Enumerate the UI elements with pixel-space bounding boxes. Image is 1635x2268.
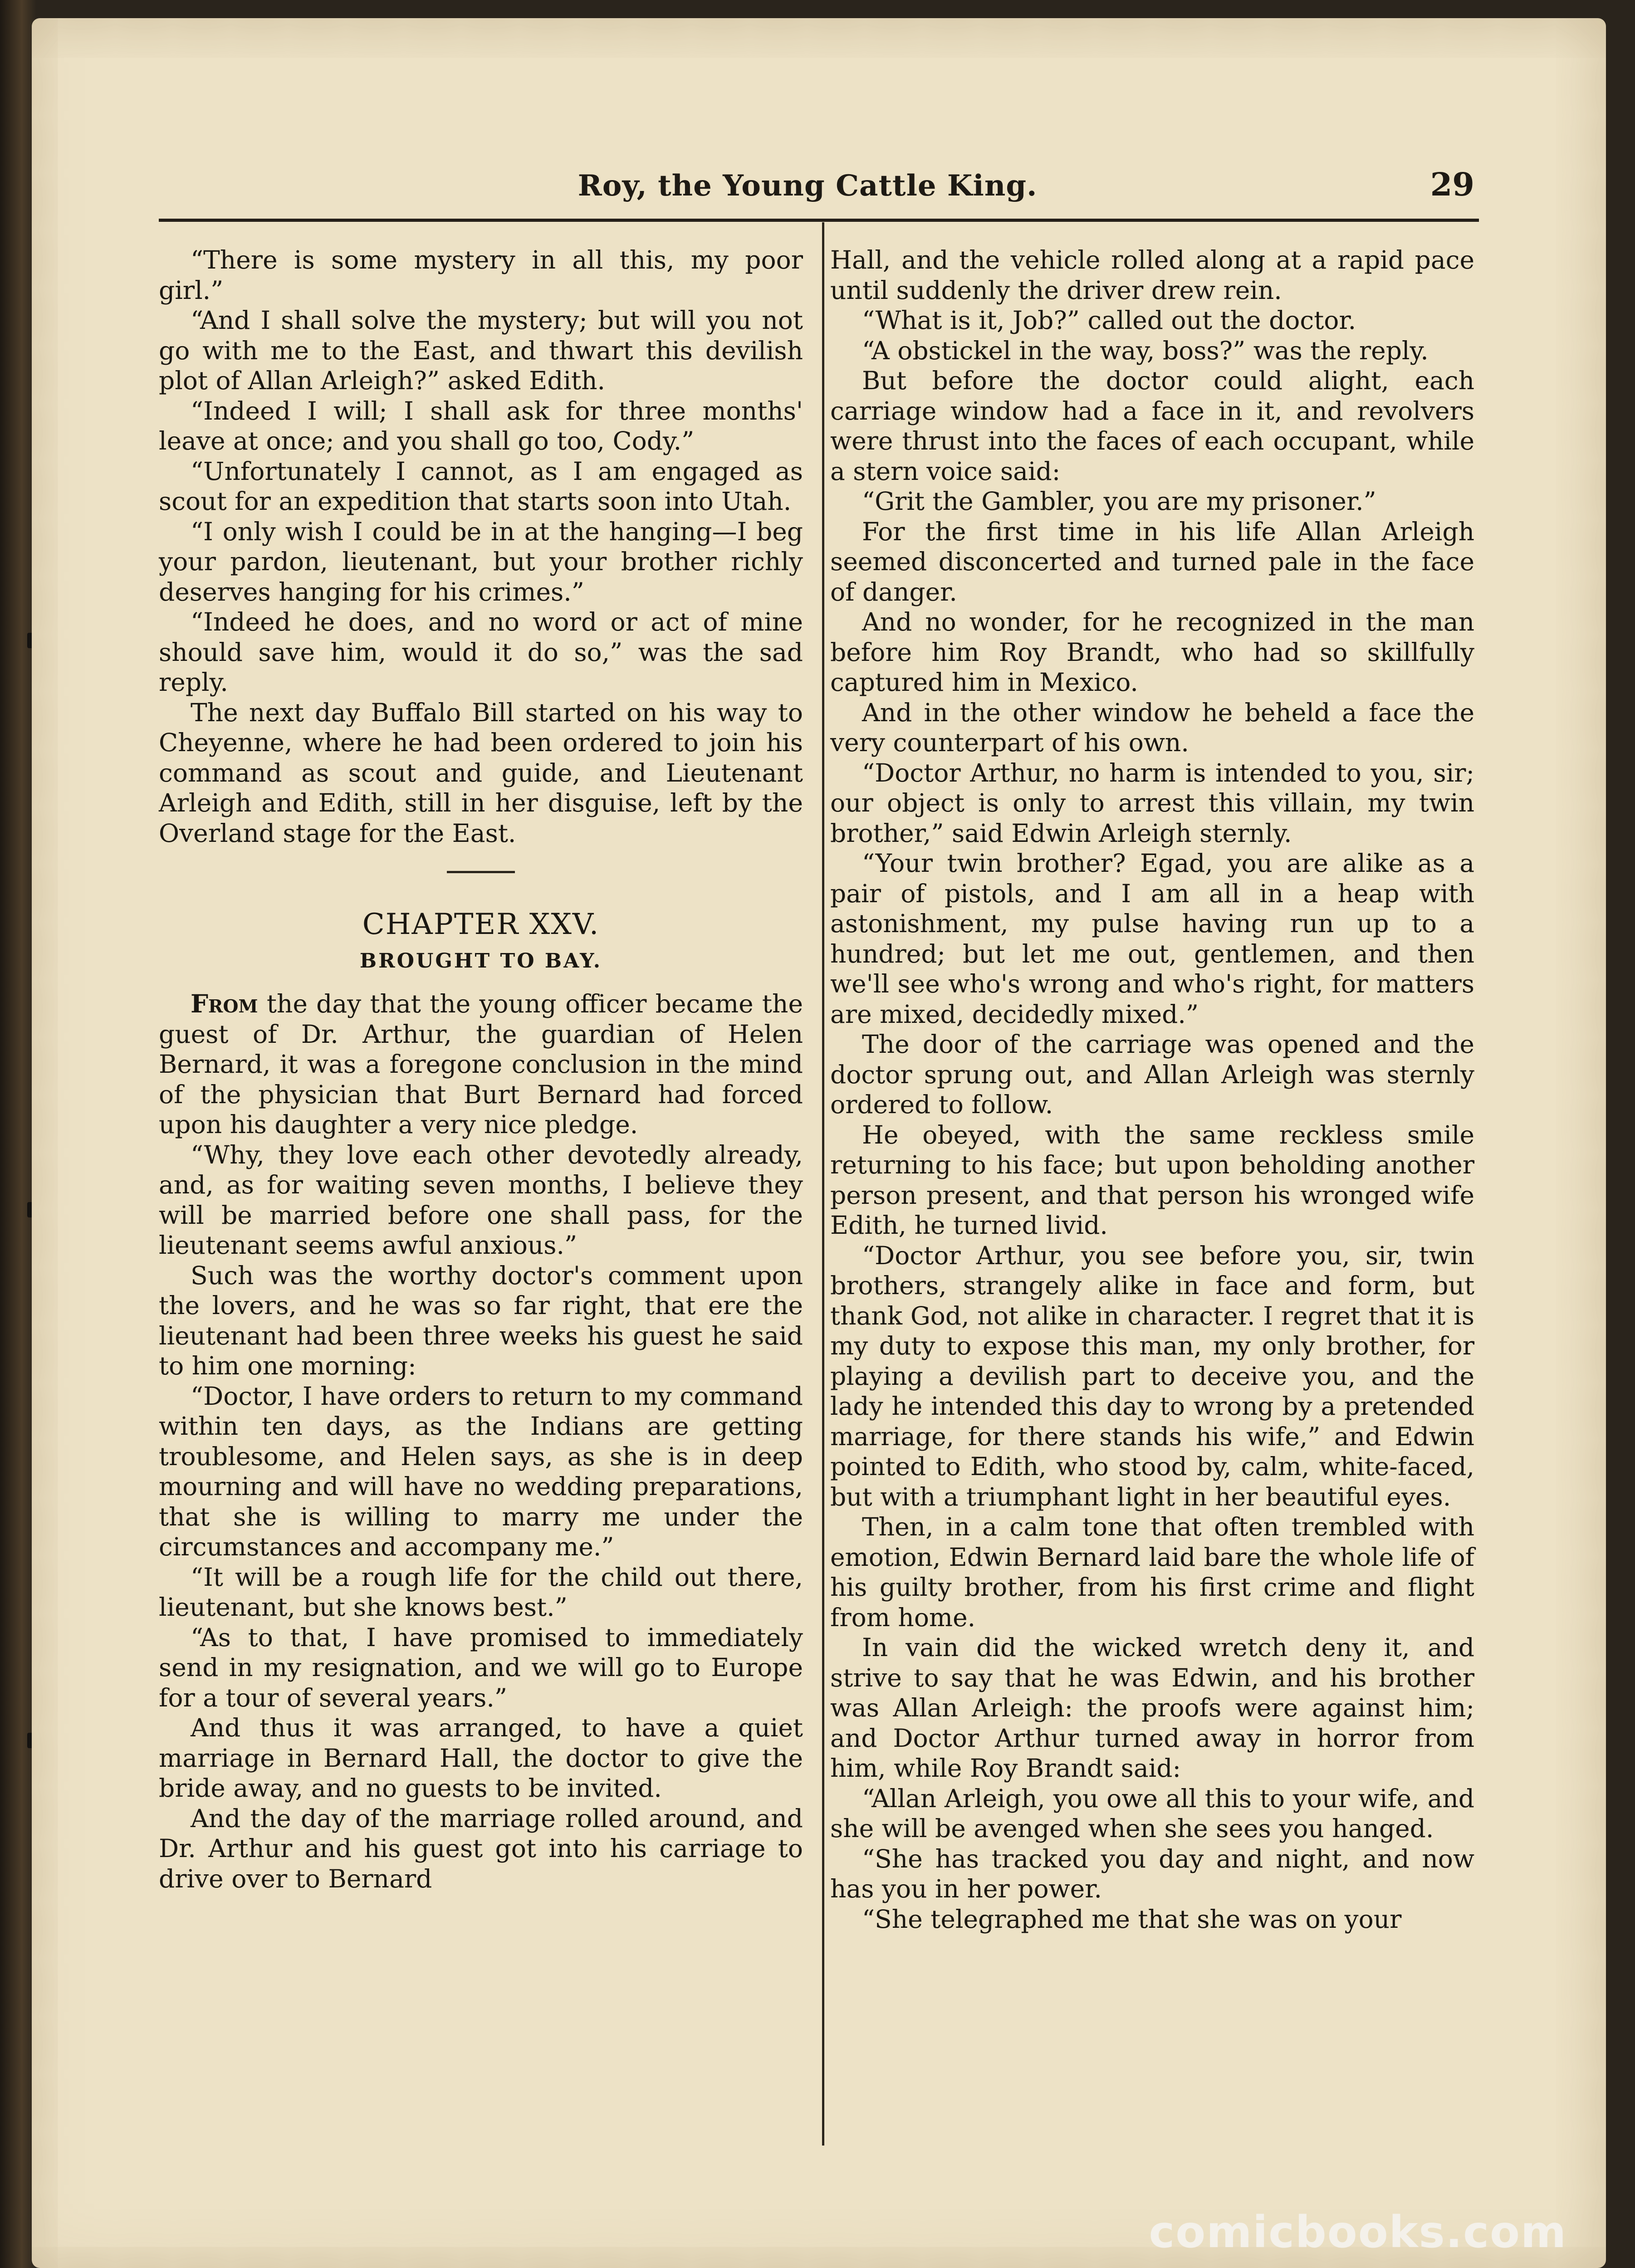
paragraph: “Doctor, I have orders to return to my command within ten days, as the Indians are getting troublesome, and Helen says, as she is in deep mourning and will have no wedding preparations, that she is willing to marry me under the circumstances and accompany me.” [159, 1381, 803, 1561]
continued-paragraph: Hall, and the vehicle rolled along at a rapid pace until suddenly the driver drew rein. [830, 245, 1474, 305]
paragraph: “Doctor Arthur, you see before you, sir, twin brothers, strangely alike in face and form, but thank God, not alike in character. I regret that it is my duty to expose this man, my only brother, for playing a devilish part to deceive you, and the lady he intended this day to wrong by a pretended marriage, for there stands his wife,” and Edwin pointed to Edith, who stood by, calm, white-faced, but with a triumphant light in her beautiful eyes. [830, 1241, 1474, 1511]
paragraph: And no wonder, for he recognized in the man before him Roy Brandt, who had so skillfully captured him in Mexico. [830, 607, 1474, 697]
book-binding [0, 0, 36, 2268]
paragraph: And in the other window he beheld a face the very counterpart of his own. [830, 698, 1474, 757]
paragraph: “She has tracked you day and night, and now has you in her power. [830, 1844, 1474, 1903]
paragraph: “And I shall solve the mystery; but will you not go with me to the East, and thwart this devilish plot of Allan Arleigh?” asked Edith. [159, 306, 803, 395]
site-watermark: comicbooks.com [1149, 2207, 1567, 2258]
paragraph: Such was the worthy doctor's comment upon the lovers, and he was so far right, that ere the lieutenant had been three weeks his guest he said to him one morning: [159, 1261, 803, 1380]
paragraph: “Your twin brother? Egad, you are alike as a pair of pistols, and I am all in a heap with astonishment, my pulse having run up to a hundred; but let me out, gentlemen, and then we'll see who's wrong and who's right, for matters are mixed, decidedly mixed.” [830, 849, 1474, 1029]
right-column [830, 245, 1474, 1934]
paragraph: For the first time in his life Allan Arleigh seemed disconcerted and turned pale in the face of danger. [830, 517, 1474, 606]
paragraph: “Grit the Gambler, you are my prisoner.” [862, 487, 1376, 516]
page-number: 29 [1430, 166, 1474, 203]
opening-text: the day that the young officer became the guest of Dr. Arthur, the guardian of Helen Bernard, it was a foregone conclusion in the mind of the physician that Burt Bernard had forced upon his daughter a very nice pledge. [159, 989, 803, 1139]
paragraph: “As to that, I have promised to immediately send in my resignation, and we will go to Europe for a tour of several years.” [159, 1623, 803, 1712]
paragraph: “Allan Arleigh, you owe all this to your wife, and she will be avenged when she sees you hanged. [830, 1784, 1474, 1843]
paragraph: The door of the carriage was opened and the doctor sprung out, and Allan Arleigh was sternly ordered to follow. [830, 1030, 1474, 1119]
paragraph: “I only wish I could be in at the hanging—I beg your pardon, lieutenant, but your brother richly deserves hanging for his crimes.” [159, 517, 803, 606]
paragraph: “Indeed I will; I shall ask for three months' leave at once; and you shall go too, Cody.” [159, 396, 803, 455]
paragraph: “What is it, Job?” called out the doctor. [862, 306, 1356, 335]
chapter-title: CHAPTER XXV. [362, 908, 600, 941]
paragraph: He obeyed, with the same reckless smile returning to his face; but upon beholding another person present, and that person his wronged wife Edith, he turned livid. [830, 1120, 1474, 1240]
column-divider [822, 222, 824, 2146]
paragraph: And thus it was arranged, to have a quiet marriage in Bernard Hall, the doctor to give the bride away, and no guests to be invited. [159, 1713, 803, 1803]
paragraph: The next day Buffalo Bill started on his way to Cheyenne, where he had been ordered to join his command as scout and guide, and Lieutenant Arleigh and Edith, still in her disguise, left by the Overland stage for the East. [159, 698, 803, 848]
paragraph: “It will be a rough life for the child out there, lieutenant, but she knows best.” [159, 1562, 803, 1622]
paragraph: In vain did the wicked wretch deny it, and strive to say that he was Edwin, and his brother was Allan Arleigh: the proofs were against him; and Doctor Arthur turned away in horror from him, while Roy Brandt said: [830, 1633, 1474, 1783]
paragraph: “She telegraphed me that she was on your [862, 1904, 1402, 1934]
paragraph: Then, in a calm tone that often trembled with emotion, Edwin Bernard laid bare the whole life of his guilty brother, from his first crime and flight from home. [830, 1512, 1474, 1632]
paragraph: “Why, they love each other devotedly already, and, as for waiting seven months, I believe they will be married before one shall pass, for the lieutenant seems awful anxious.” [159, 1140, 803, 1260]
paragraph: “Indeed he does, and no word or act of mine should save him, would it do so,” was the sad reply. [159, 607, 803, 697]
paragraph: “A obstickel in the way, boss?” was the reply. [862, 336, 1429, 365]
opening-word: From [191, 989, 258, 1018]
paragraph: “Unfortunately I cannot, as I am engaged as scout for an expedition that starts soon into Utah. [159, 456, 803, 516]
running-title: Roy, the Young Cattle King. [578, 169, 1038, 203]
chapter-subtitle: BROUGHT TO BAY. [359, 949, 602, 973]
chapter-opening-paragraph [159, 989, 803, 1140]
header-rule [159, 219, 1479, 222]
paragraph: “There is some mystery in all this, my poor girl.” [159, 245, 803, 305]
section-rule [447, 871, 515, 873]
left-column [159, 245, 803, 1894]
paragraph: “Doctor Arthur, no harm is intended to you, sir; our object is only to arrest this villain, my twin brother,” said Edwin Arleigh sternly. [830, 758, 1474, 848]
paragraph: And the day of the marriage rolled around, and Dr. Arthur and his guest got into his carriage to drive over to Bernard [159, 1804, 803, 1893]
paragraph: But before the doctor could alight, each carriage window had a face in it, and revolvers were thrust into the faces of each occupant, while a stern voice said: [830, 366, 1474, 486]
